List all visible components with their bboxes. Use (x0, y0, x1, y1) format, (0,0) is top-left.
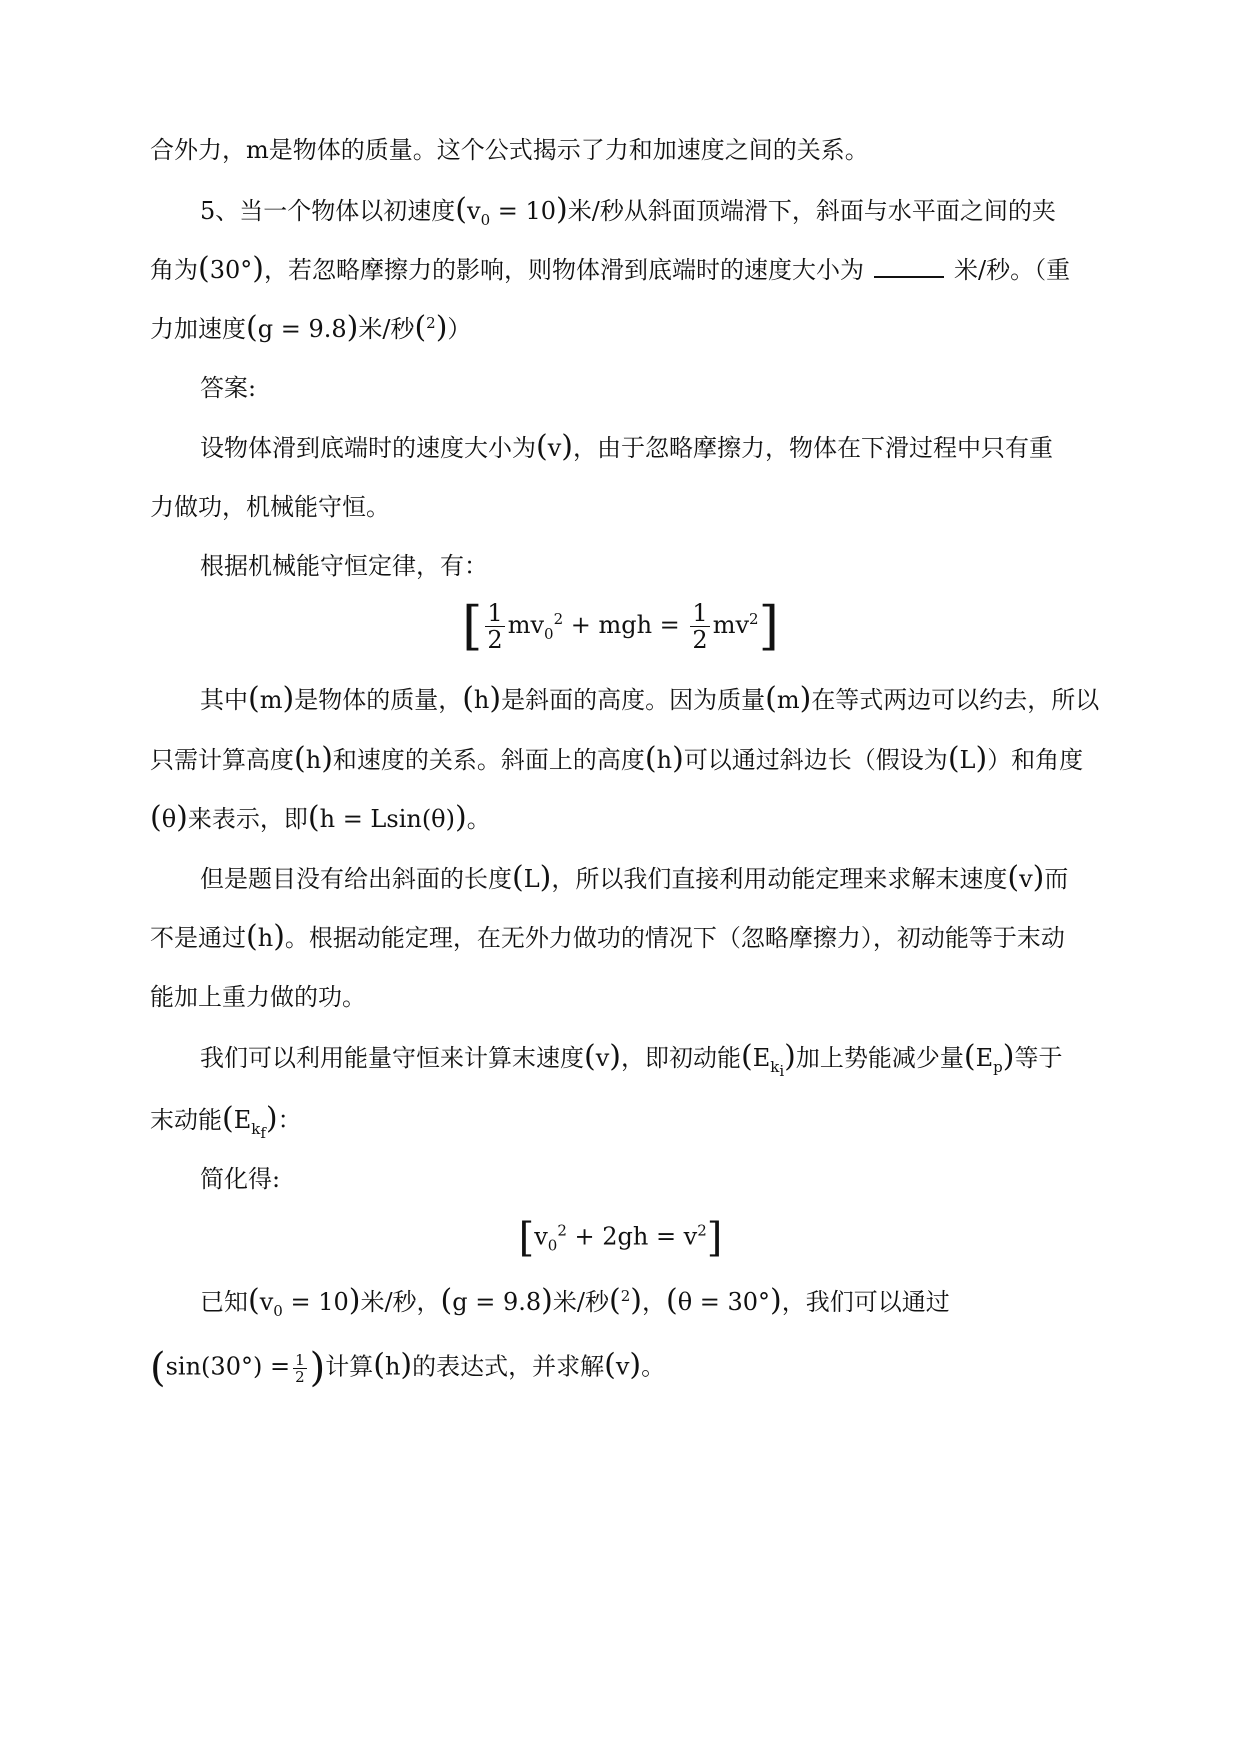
equation-simplified: $[v_0^2 + 2gh = v^2]$ (518, 1215, 723, 1261)
answer-paragraph-1: 设物体滑到底端时的速度大小为(v)，由于忽略摩擦力，物体在下滑过程中只有重 (200, 429, 1053, 464)
question-5-line-2: 角为(30°)，若忽略摩擦力的影响，则物体滑到底端时的速度大小为 米/秒。（重 (150, 251, 1071, 286)
answer-paragraph-5-cont: 末动能$(E_{k_f})$： (150, 1101, 302, 1142)
answer-paragraph-3-cont: 只需计算高度(h)和速度的关系。斜面上的高度(h)可以通过斜边长（假设为(L)）和角度 (150, 741, 1084, 776)
answer-paragraph-5: 我们可以利用能量守恒来计算末速度(v)，即初动能$(E_{k_i})$加上势能减少量$(E_p)$等于 (200, 1039, 1063, 1080)
answer-blank (874, 254, 944, 278)
answer-paragraph-3-cont2: (θ)来表示，即(h = Lsin(θ))。 (150, 800, 491, 835)
question-5-line-1: 5、当一个物体以初速度$(v_0 = 10)$米/秒从斜面顶端滑下，斜面与水平面之间的夹 (200, 192, 1056, 229)
answer-paragraph-3: 其中(m)是物体的质量，(h)是斜面的高度。因为质量(m)在等式两边可以约去，所以 (200, 681, 1100, 716)
answer-paragraph-2: 根据机械能守恒定律，有： (200, 552, 488, 580)
answer-paragraph-4-cont2: 能加上重力做的功。 (150, 983, 366, 1011)
paragraph-continuation: 合外力，m是物体的质量。这个公式揭示了力和加速度之间的关系。 (150, 136, 869, 164)
answer-paragraph-7: 已知$(v_0 = 10)$米/秒，(g = 9.8)米/秒($^2$)，(θ = 30°)，我们可以通过 (200, 1283, 950, 1320)
answer-paragraph-7-cont: (sin(30°) = $\frac{1}{2}$ )计算(h)的表达式，并求解(v)。 (150, 1345, 666, 1391)
answer-paragraph-6: 简化得: (200, 1165, 281, 1193)
answer-paragraph-4: 但是题目没有给出斜面的长度(L)，所以我们直接利用动能定理来求解末速度(v)而 (200, 860, 1069, 895)
question-5-line-3: 力加速度(g = 9.8)米/秒($^2$)） (150, 310, 472, 345)
answer-paragraph-1-cont: 力做功，机械能守恒。 (150, 493, 390, 521)
answer-label: 答案: (200, 374, 257, 402)
answer-paragraph-4-cont: 不是通过(h)。根据动能定理，在无外力做功的情况下（忽略摩擦力），初动能等于末动 (150, 919, 1065, 954)
equation-energy-conservation: [ $\frac{1}{2}$ $mv_0^2$ + mgh = $\frac{1}{2}$ $mv^2$] (462, 596, 779, 657)
